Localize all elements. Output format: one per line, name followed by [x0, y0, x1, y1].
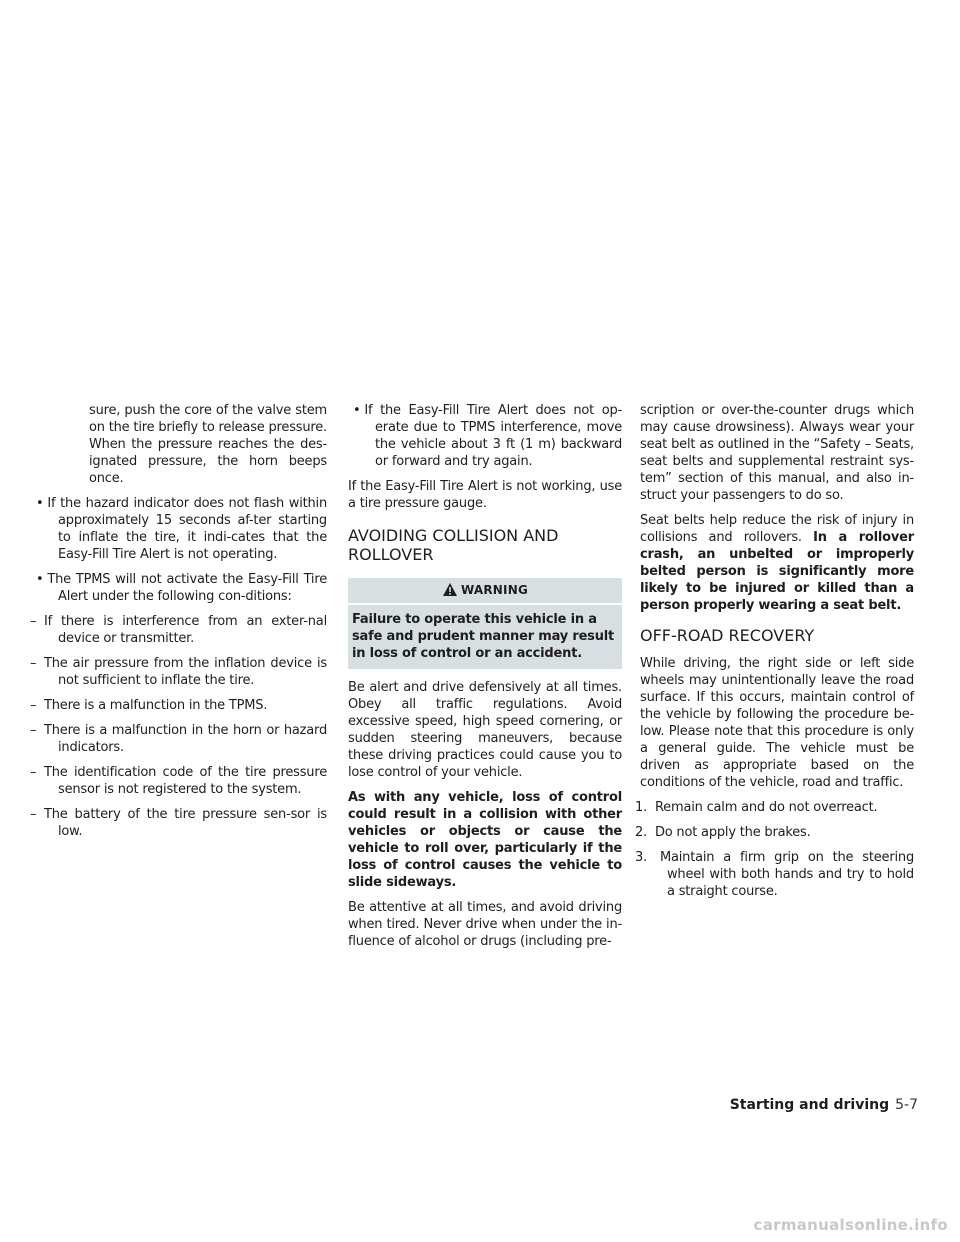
step-item: 3. Maintain a firm grip on the steering wheel with both hands and try to hold a straight course. [635, 850, 915, 899]
warning-header [348, 578, 622, 605]
dash-item-identification-code: – The identification code of the tire pressure sensor is not registered to the system. [30, 765, 327, 797]
watermark-text: carmanualsonline.info [753, 1216, 948, 1234]
column-right [635, 402, 915, 908]
warning-label: WARNING [460, 583, 529, 597]
warning-icon [442, 582, 458, 597]
bullet-hazard-indicator: • If the hazard indicator does not flash within approximately 15 seconds af-ter starting to inflate the tire, it indi-cates that the Easy-Fill Tire Alert is not operating. [36, 496, 327, 562]
step-item: 2. Do not apply the brakes. [635, 825, 811, 840]
paragraph-seat-belt-risk: Seat belts help reduce the risk of injury in collisions and rollovers. In a rollover crash, an unbelted or improperly belted person is significantly more likely to be injured or killed than a person properly wearing a seat belt. [640, 513, 914, 613]
paragraph-loss-of-control: As with any vehicle, loss of control could result in a collision with other vehicles or objects or cause the vehicle to roll over, particularly if the loss of control causes the vehicle to slide sideways. [348, 790, 622, 890]
paragraph-pressure-gauge: If the Easy-Fill Tire Alert is not working, use a tire pressure gauge. [348, 479, 622, 511]
paragraph-off-road-intro: While driving, the right side or left side wheels may unintentionally leave the road surface. If this occurs, maintain control of the vehicle by following the procedure be-low. Please note that this procedure is only a general guide. The vehicle must be driven as appropriate based on the conditions of the vehicle, road and traffic. [640, 656, 914, 790]
dash-item-interference: – If there is interference from an exter-nal device or transmitter. [30, 614, 327, 646]
warning-box [348, 578, 622, 669]
dash-item-battery-low: – The battery of the tire pressure sen-sor is low. [30, 807, 327, 839]
dash-item-tpms-malfunction: – There is a malfunction in the TPMS. [30, 698, 268, 713]
step-item: 1. Remain calm and do not overreact. [635, 800, 878, 815]
dash-item-horn-malfunction: – There is a malfunction in the horn or hazard indicators. [30, 723, 327, 755]
column-middle [348, 402, 622, 958]
dash-item-air-pressure: – The air pressure from the inflation device is not sufficient to inflate the tire. [30, 656, 327, 688]
section-heading-avoiding-collision [348, 526, 622, 564]
section-heading-off-road-recovery: OFF-ROAD RECOVERY [640, 626, 815, 645]
bullet-tpms-conditions: • The TPMS will not activate the Easy-Fill Tire Alert under the following con-ditions: [36, 572, 327, 604]
page-footer [730, 1096, 918, 1114]
heading-line-2: ROLLOVER [348, 545, 434, 564]
paragraph-seat-belt-usage: scription or over-the-counter drugs which may cause drowsiness). Always wear your seat belt as outlined in the “Safety – Seats, seat belts and supplemental restraint sys-tem” section of this manual, and also in-struct your passengers to do so. [640, 403, 914, 503]
column-left [30, 402, 327, 848]
warning-text: Failure to operate this vehicle in a safe and prudent manner may result in loss of control or an accident. [352, 612, 615, 661]
bullet-tpms-interference: • If the Easy-Fill Tire Alert does not op-erate due to TPMS interference, move the vehicle about 3 ft (1 m) backward or forward and try again. [353, 403, 622, 469]
footer-section-title: Starting and driving [729, 1097, 890, 1113]
paragraph-valve-stem: sure, push the core of the valve stem on the tire briefly to release pressure. When the pressure reaches the des-ignated pressure, the horn beeps once. [89, 403, 327, 486]
heading-line-1: AVOIDING COLLISION AND [348, 526, 559, 545]
page-number: 5-7 [895, 1097, 918, 1113]
paragraph-be-attentive: Be attentive at all times, and avoid driving when tired. Never drive when under the in-fluence of alcohol or drugs (including pre- [348, 900, 622, 949]
paragraph-drive-defensively: Be alert and drive defensively at all times. Obey all traffic regulations. Avoid excessive speed, high speed cornering, or sudden steering maneuvers, because these driving practices could cause you to lose control of your vehicle. [348, 680, 622, 780]
